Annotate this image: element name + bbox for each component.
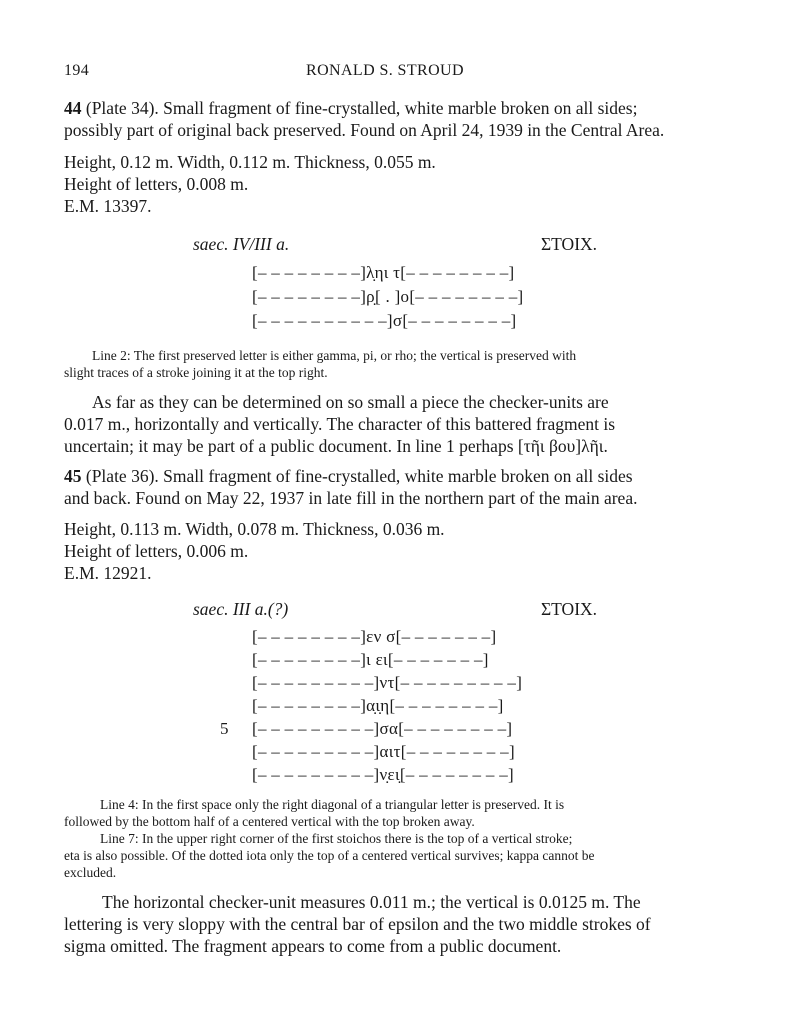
entry-45-intro-text-1: (Plate 36). Small fragment of fine-crystalled, white marble broken on all sides: [81, 466, 633, 486]
entry-45-comment-line-3: sigma omitted. The fragment appears to come from a public document.: [64, 936, 562, 956]
entry-44-inventory: E.M. 13397.: [64, 196, 152, 216]
entry-45-comment-line-1: The horizontal checker-unit measures 0.011 m.; the vertical is 0.0125 m. The: [102, 892, 641, 912]
entry-44-intro-line-1: [64, 97, 728, 119]
entry-44-inscription-line-2: [– – – – – – – –]ρ̣[ . ]ο[– – – – – – – –]: [252, 287, 524, 306]
entry-45-dimensions: Height, 0.113 m. Width, 0.078 m. Thickness, 0.036 m.: [64, 519, 445, 539]
entry-45-note-line7-1: Line 7: In the upper right corner of the first stoichos there is the top of a vertical stroke;: [100, 831, 573, 846]
entry-45-note-line4-1: Line 4: In the first space only the right diagonal of a triangular letter is preserved. It is: [100, 797, 565, 812]
entry-45-inscription-line-7: [– – – – – – – – –]ν̣ει̣[– – – – – – – –]: [252, 765, 514, 784]
entry-45-letter-height: Height of letters, 0.006 m.: [64, 541, 249, 561]
entry-45-number: 45: [64, 466, 82, 486]
entry-45-line-number-5: 5: [220, 719, 229, 738]
entry-45-inscription-line-6: [– – – – – – – – –]αιτ[– – – – – – – –]: [252, 742, 515, 761]
entry-44-comment-line-1: As far as they can be determined on so small a piece the checker-units are: [92, 392, 609, 412]
entry-45-inscription-line-2: [– – – – – – – –]ι ει[– – – – – – –]: [252, 650, 489, 669]
entry-45-intro-line-2: and back. Found on May 22, 1937 in late fill in the northern part of the main area.: [64, 488, 638, 508]
entry-45-note-line4-2: followed by the bottom half of a centered vertical with the top broken away.: [64, 814, 475, 829]
entry-44-intro-text-1: (Plate 34). Small fragment of fine-crystalled, white marble broken on all sides;: [81, 98, 638, 118]
page-number: 194: [64, 62, 90, 79]
entry-45-inscription-line-1: [– – – – – – – –]εν σ[– – – – – – –]: [252, 627, 497, 646]
entry-44-date: saec. IV/III a.: [193, 234, 290, 254]
entry-45-note-line7-3: excluded.: [64, 865, 117, 880]
entry-44-note-line-2: slight traces of a stroke joining it at the top right.: [64, 365, 328, 380]
entry-44-number: 44: [64, 98, 82, 118]
entry-45-inventory: E.M. 12921.: [64, 563, 152, 583]
entry-44-note-line-1: Line 2: The first preserved letter is either gamma, pi, or rho; the vertical is preserved with: [92, 348, 577, 363]
entry-45-comment-line-2: lettering is very sloppy with the central bar of epsilon and the two middle strokes of: [64, 914, 651, 934]
running-title: RONALD S. STROUD: [306, 62, 464, 79]
entry-44-inscription-line-1: [– – – – – – – –]λ̣ηι τ[– – – – – – – –]: [252, 263, 515, 282]
entry-45-intro-line-1: [64, 465, 633, 487]
entry-44-intro-line-2: possibly part of original back preserved. Found on April 24, 1939 in the Central Area.: [64, 120, 665, 140]
entry-45-inscription-line-4: [– – – – – – – –]α̣ι̣η[– – – – – – – –]: [252, 696, 504, 715]
entry-44-comment-line-3: uncertain; it may be part of a public document. In line 1 perhaps [τῆι βου]λῆι.: [64, 436, 608, 456]
entry-44-comment-line-2: 0.017 m., horizontally and vertically. The character of this battered fragment is: [64, 414, 616, 434]
entry-45-inscription-line-3: [– – – – – – – – –]ντ[– – – – – – – – –]: [252, 673, 523, 692]
entry-45-stoichedon-label: ΣΤΟΙΧ.: [541, 599, 598, 619]
entry-45-inscription-line-5: [– – – – – – – – –]σα[– – – – – – – –]: [252, 719, 513, 738]
entry-44-dimensions: Height, 0.12 m. Width, 0.112 m. Thickness, 0.055 m.: [64, 152, 436, 172]
entry-45-note-line7-2: eta is also possible. Of the dotted iota only the top of a centered vertical survives; kappa cannot be: [64, 848, 595, 863]
entry-44-stoichedon-label: ΣΤΟΙΧ.: [541, 234, 598, 254]
entry-45-date: saec. III a.(?): [193, 599, 289, 619]
entry-44-letter-height: Height of letters, 0.008 m.: [64, 174, 249, 194]
entry-44-inscription-line-3: [– – – – – – – – – –]σ[– – – – – – – –]: [252, 311, 517, 330]
